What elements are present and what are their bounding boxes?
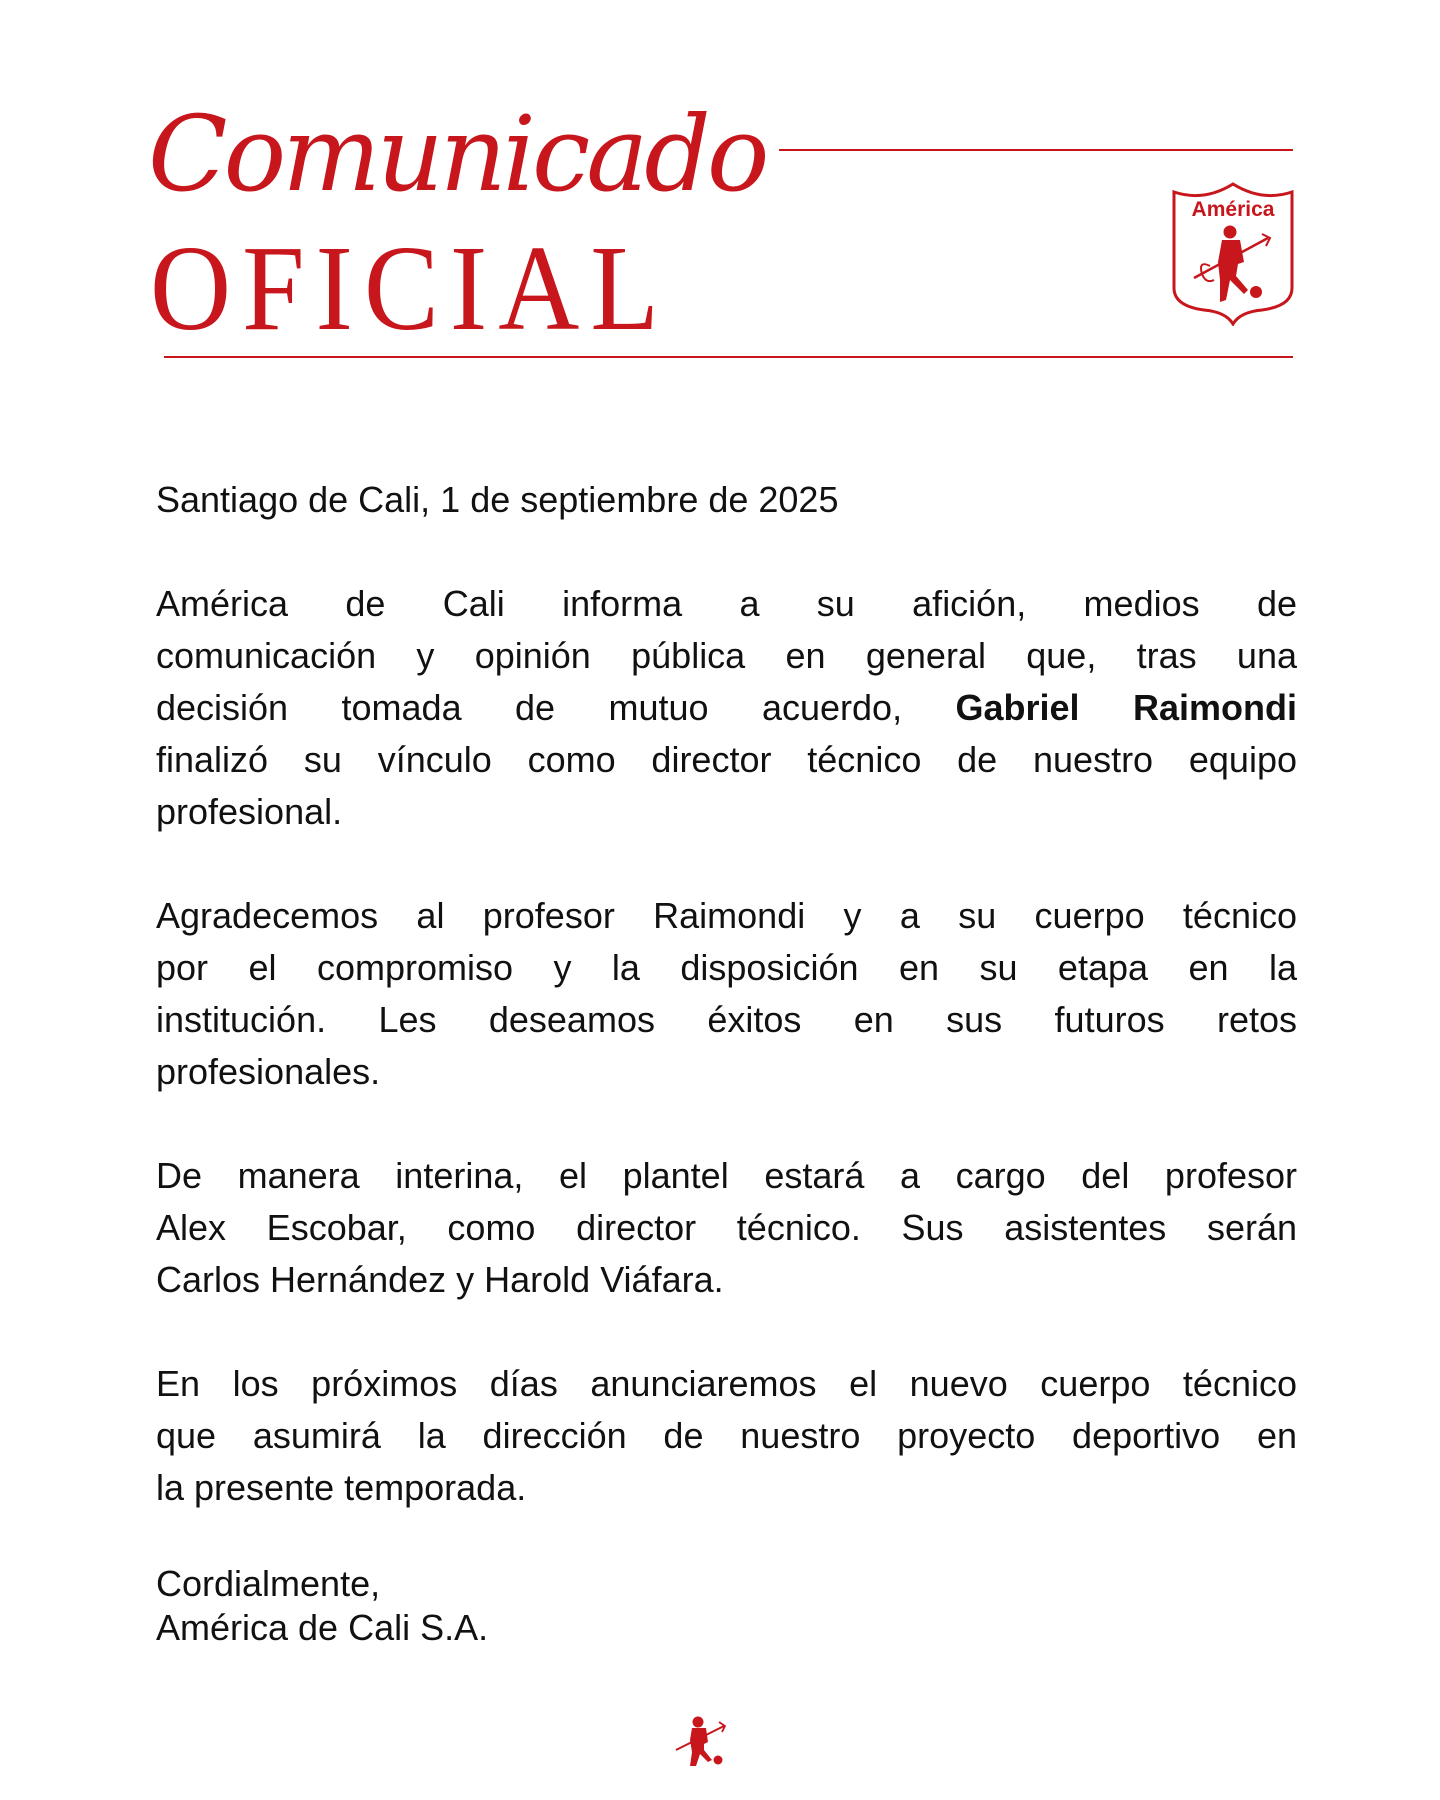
paragraph-3 [156, 1150, 1297, 1306]
text-line: institución. Les deseamos éxitos en sus futuros retos [156, 999, 1297, 1040]
text-line: profesional. [156, 791, 343, 832]
text-line: Carlos Hernández y Harold Viáfara. [156, 1259, 724, 1300]
club-crest-logo [1170, 180, 1296, 326]
paragraph-4 [156, 1358, 1297, 1514]
text-line: Agradecemos al profesor Raimondi y a su cuerpo técnico [156, 895, 1297, 936]
text-line: América de Cali informa a su afición, medios de [156, 583, 1297, 624]
text-line: profesionales. [156, 1051, 381, 1092]
closing [156, 1563, 1297, 1654]
date-line [156, 474, 1297, 526]
text-line: por el compromiso y la disposición en su etapa en la [156, 947, 1297, 988]
devil-mascot-icon [672, 1714, 728, 1768]
text-line: En los próximos días anunciaremos el nuevo cuerpo técnico [156, 1363, 1297, 1404]
text-line: De manera interina, el plantel estará a cargo del profesor [156, 1155, 1297, 1196]
text-line: Alex Escobar, como director técnico. Sus asistentes serán [156, 1207, 1297, 1248]
svg-text:América: América [1191, 198, 1275, 221]
text-line: que asumirá la dirección de nuestro proyecto deportivo en [156, 1415, 1297, 1456]
text-line: finalizó su vínculo como director técnico de nuestro equipo [156, 739, 1297, 780]
title-script: Comunicado [148, 92, 779, 217]
coach-name: Gabriel Raimondi [955, 687, 1297, 728]
header-bottom-rule [164, 356, 1293, 358]
date-text: Santiago de Cali, 1 de septiembre de 2025 [156, 479, 839, 520]
text-line: comunicación y opinión pública en general que, tras una [156, 635, 1297, 676]
text-segment: decisión tomada de mutuo acuerdo, [156, 687, 956, 728]
paragraph-1 [156, 578, 1297, 838]
signature-text: América de Cali S.A. [156, 1607, 489, 1648]
text-line [156, 682, 1297, 734]
paragraph-2 [156, 890, 1297, 1098]
text-line: la presente temporada. [156, 1467, 527, 1508]
letter-body [156, 474, 1297, 1706]
closing-text: Cordialmente, [156, 1563, 381, 1604]
title-caps: OFICIAL [150, 221, 671, 356]
